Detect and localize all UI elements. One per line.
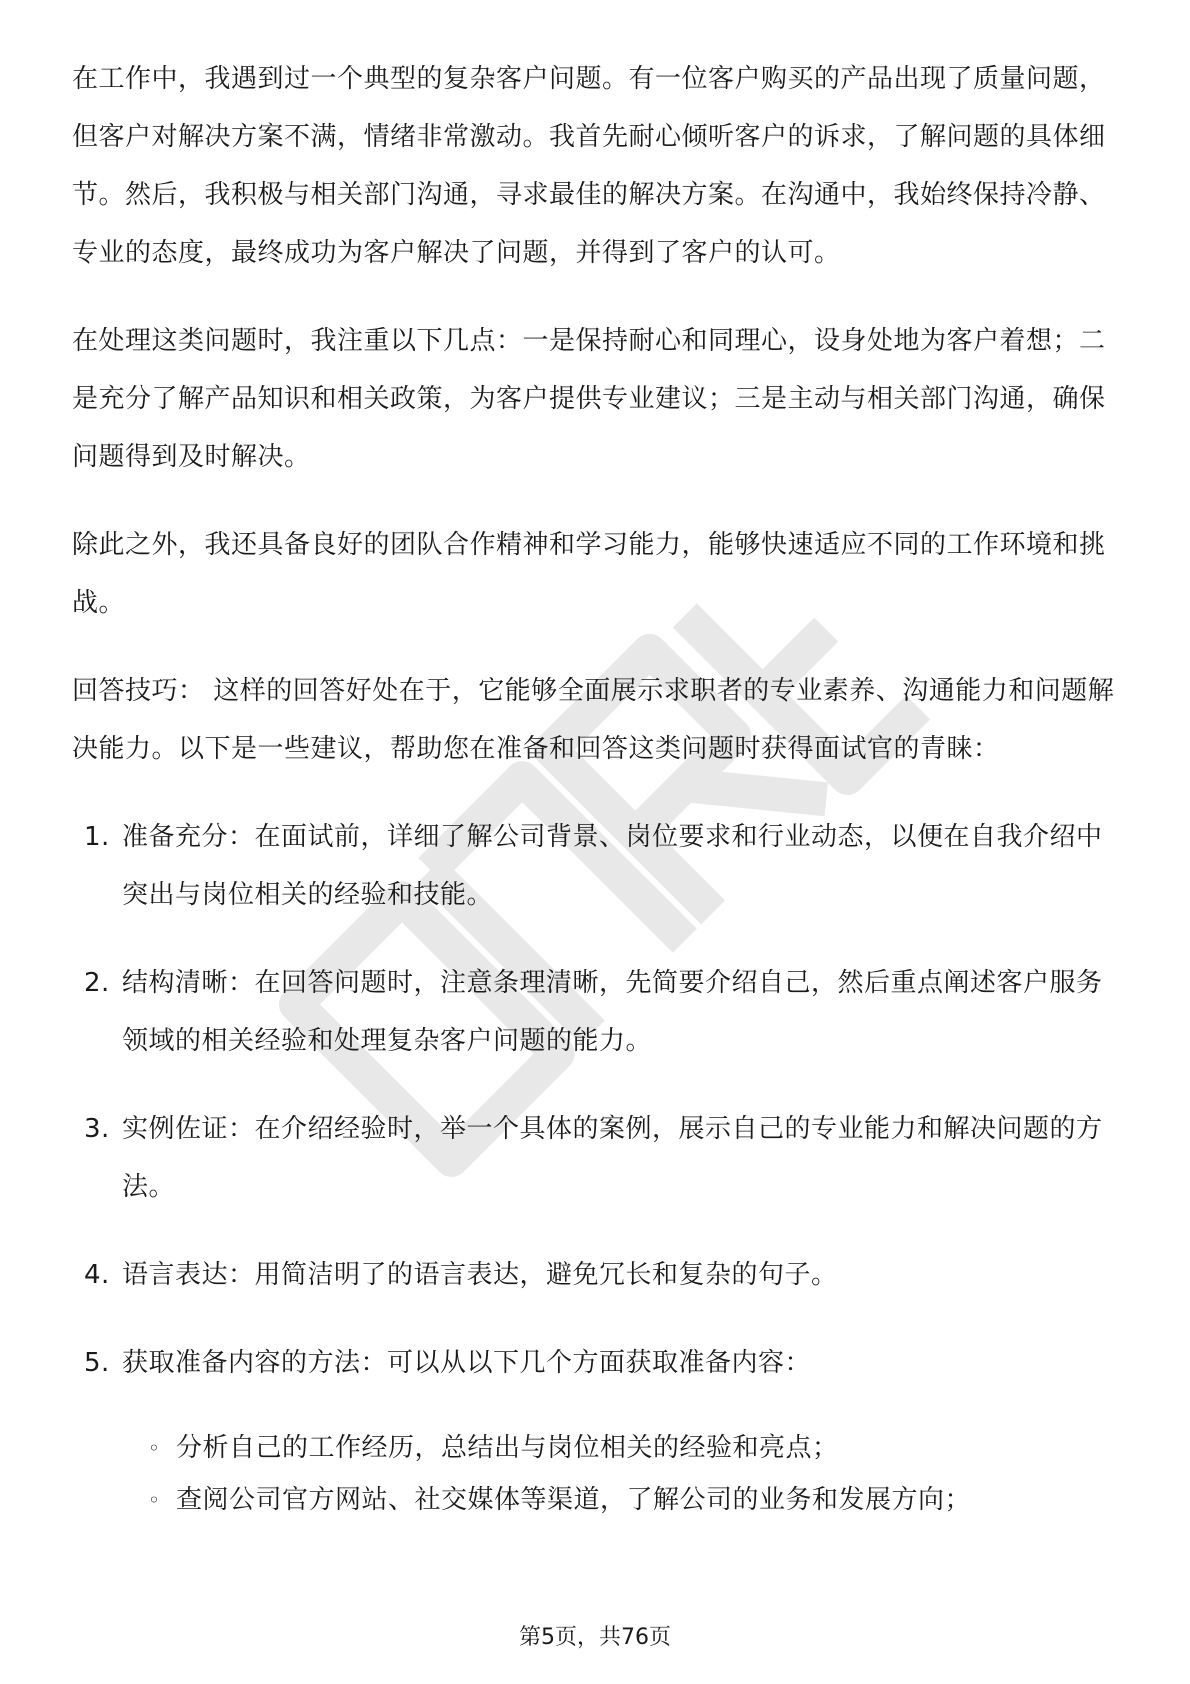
list-item xyxy=(72,1100,1122,1216)
paragraph-answer-tips: 回答技巧： 这样的回答好处在于，它能够全面展示求职者的专业素养、沟通能力和问题解决能力。以下是一些建议，帮助您在准备和回答这类问题时获得面试官的青睐： xyxy=(72,676,1115,764)
list-item-text: 准备充分：在面试前，详细了解公司背景、岗位要求和行业动态，以便在自我介绍中突出与岗位相关的经验和技能。 xyxy=(122,822,1103,910)
list-item-text: 获取准备内容的方法：可以从以下几个方面获取准备内容： xyxy=(122,1348,812,1378)
document-body xyxy=(72,50,1122,1526)
list-item-number: 3. xyxy=(84,1114,110,1144)
preparation-sources-list xyxy=(72,1422,1122,1526)
list-item-text: 结构清晰：在回答问题时，注意条理清晰，先简要介绍自己，然后重点阐述客户服务领域的相关经验和处理复杂客户问题的能力。 xyxy=(122,968,1103,1056)
paragraph-key-points: 在处理这类问题时，我注重以下几点：一是保持耐心和同理心，设身处地为客户着想；二是充分了解产品知识和相关政策，为客户提供专业建议；三是主动与相关部门沟通，确保问题得到及时解决。 xyxy=(72,326,1106,472)
sub-list-item xyxy=(72,1422,1122,1474)
sub-list-item xyxy=(72,1474,1122,1526)
list-item-text: 语言表达：用简洁明了的语言表达，避免冗长和复杂的句子。 xyxy=(122,1260,838,1290)
list-item xyxy=(72,1246,1122,1304)
sub-list-item-text: 查阅公司官方网站、社交媒体等渠道，了解公司的业务和发展方向； xyxy=(176,1485,972,1515)
list-item-number: 2. xyxy=(84,968,110,998)
page-number-footer: 第5页，共76页 xyxy=(519,1625,671,1650)
list-item-text: 实例佐证：在介绍经验时，举一个具体的案例，展示自己的专业能力和解决问题的方法。 xyxy=(122,1114,1103,1202)
list-item-number: 4. xyxy=(84,1260,110,1290)
paragraph-experience: 在工作中，我遇到过一个典型的复杂客户问题。有一位客户购买的产品出现了质量问题，但客户对解决方案不满，情绪非常激动。我首先耐心倾听客户的诉求，了解问题的具体细节。然后，我积极与相关部门沟通，寻求最佳的解决方案。在沟通中，我始终保持冷静、专业的态度，最终成功为客户解决了问题，并得到了客户的认可。 xyxy=(72,64,1106,268)
list-item-number: 1. xyxy=(84,822,110,852)
bullet-icon: ◦ xyxy=(148,1436,161,1460)
list-item xyxy=(72,808,1122,924)
list-item xyxy=(72,954,1122,1070)
list-item xyxy=(72,1334,1122,1392)
bullet-icon: ◦ xyxy=(148,1488,161,1512)
list-item-number: 5. xyxy=(84,1348,110,1378)
paragraph-additional-skills: 除此之外，我还具备良好的团队合作精神和学习能力，能够快速适应不同的工作环境和挑战。 xyxy=(72,530,1106,618)
tips-list xyxy=(72,808,1122,1392)
sub-list-item-text: 分析自己的工作经历，总结出与岗位相关的经验和亮点； xyxy=(176,1433,839,1463)
